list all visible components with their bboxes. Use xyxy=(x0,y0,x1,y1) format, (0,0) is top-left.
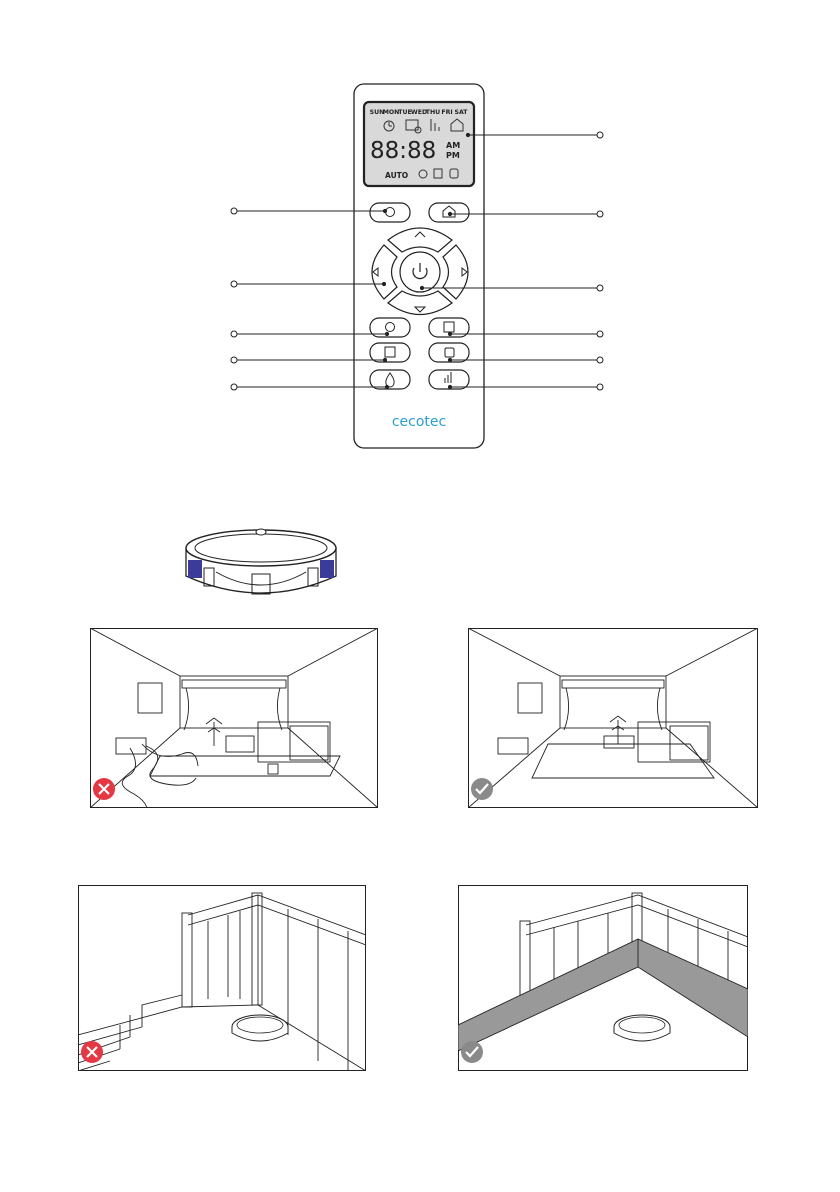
robot-vacuum-illustration xyxy=(176,518,346,610)
room-cables-correct-figure xyxy=(468,628,758,808)
stairs-correct-figure xyxy=(458,885,748,1071)
side-vent xyxy=(188,560,202,578)
stairs-incorrect-figure xyxy=(78,885,366,1071)
lcd-day-label: SAT xyxy=(454,109,468,116)
robot-vacuum-small xyxy=(232,1015,288,1041)
ok-badge xyxy=(471,778,493,800)
room-tidy-illustration xyxy=(468,628,758,808)
robot-vacuum-small xyxy=(614,1015,670,1041)
callout-marker xyxy=(597,357,603,363)
lcd-day-label: TUE xyxy=(398,109,412,116)
callout-marker xyxy=(231,357,237,363)
brand-logo: cecotec xyxy=(391,414,447,430)
stairs-barrier-illustration xyxy=(458,885,748,1071)
callout-marker xyxy=(597,384,603,390)
edge-button[interactable] xyxy=(370,343,410,362)
lcd-day-label: SUN xyxy=(369,109,385,116)
lcd-day-label: THU xyxy=(425,109,441,116)
callout-marker xyxy=(231,331,237,337)
side-vent xyxy=(320,560,334,578)
lcd-day-label: MON xyxy=(382,109,400,116)
lcd-am: AM xyxy=(446,141,461,150)
clock-button[interactable] xyxy=(370,203,410,222)
lcd-day-label: FRI xyxy=(441,109,453,116)
room-cables-incorrect-figure xyxy=(90,628,378,808)
robot-vacuum-figure xyxy=(176,518,346,610)
ok-badge xyxy=(461,1041,483,1063)
lcd-day-label: WED xyxy=(410,109,428,116)
callout-marker xyxy=(597,211,603,217)
lcd-clock: 88:88 xyxy=(370,138,437,164)
callout-marker xyxy=(231,384,237,390)
remote-control-figure xyxy=(200,80,620,460)
stairs-open-illustration xyxy=(78,885,366,1071)
callout-marker xyxy=(597,331,603,337)
callout-marker xyxy=(231,281,237,287)
room-cables-illustration xyxy=(90,628,378,808)
remote-control-illustration xyxy=(200,80,620,460)
callout-marker xyxy=(597,285,603,291)
callout-marker xyxy=(597,132,603,138)
lcd-pm: PM xyxy=(446,151,460,160)
lcd-auto: AUTO xyxy=(385,171,409,180)
callout-marker xyxy=(231,208,237,214)
